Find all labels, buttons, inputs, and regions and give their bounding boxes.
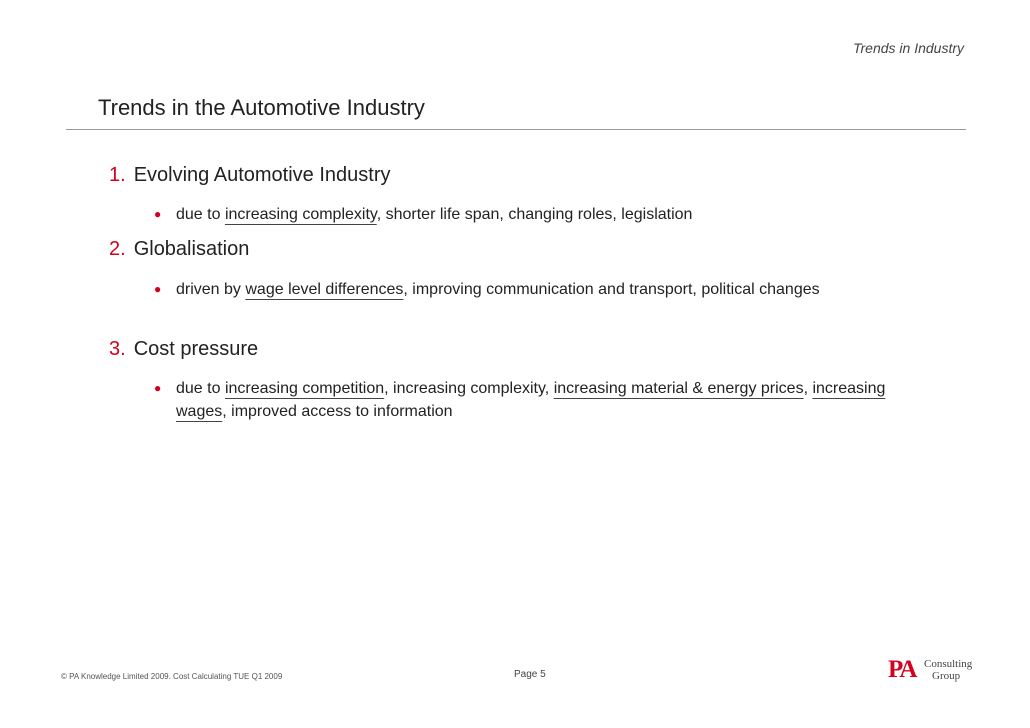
item-heading: Globalisation bbox=[133, 238, 250, 260]
copyright-text: © PA Knowledge Limited 2009. Cost Calculating TUE Q1 2009 bbox=[61, 672, 283, 681]
item-number: 3. bbox=[109, 338, 126, 360]
logo-text-line2: Group bbox=[932, 670, 961, 682]
section-label: Trends in Industry bbox=[852, 40, 964, 56]
item-heading: Cost pressure bbox=[133, 338, 259, 360]
list-item-1 bbox=[109, 164, 390, 187]
bullet-text: due to increasing competition, increasing complexity, increasing material & energy prices, increasing wages, improved access to information bbox=[176, 380, 886, 420]
logo-mark: PA bbox=[888, 656, 916, 683]
bullet-1 bbox=[154, 203, 894, 226]
underlined-phrase: wage level differences bbox=[245, 281, 404, 298]
underlined-phrase: increasing wages bbox=[176, 380, 886, 420]
bullet-dot-icon: ● bbox=[154, 381, 162, 395]
bullet-dot-icon: ● bbox=[154, 207, 162, 221]
bullet-text: driven by wage level differences, improving communication and transport, political changes bbox=[176, 281, 820, 298]
underlined-phrase: increasing material & energy prices bbox=[553, 380, 804, 397]
bullet-dot-icon: ● bbox=[154, 282, 162, 296]
list-item-2 bbox=[109, 238, 249, 261]
bullet-3 bbox=[154, 377, 894, 423]
title-divider bbox=[66, 129, 966, 130]
slide-title: Trends in the Automotive Industry bbox=[98, 95, 425, 120]
item-number: 2. bbox=[109, 238, 126, 260]
item-heading: Evolving Automotive Industry bbox=[133, 164, 391, 186]
pa-consulting-logo bbox=[888, 656, 972, 684]
page-number: Page 5 bbox=[514, 669, 546, 680]
underlined-phrase: increasing complexity bbox=[224, 206, 377, 223]
logo-text-line1: Consulting bbox=[924, 658, 973, 670]
list-item-3 bbox=[109, 338, 258, 361]
underlined-phrase: increasing competition bbox=[224, 380, 385, 397]
item-number: 1. bbox=[109, 164, 126, 186]
bullet-2 bbox=[154, 278, 894, 301]
bullet-text: due to increasing complexity, shorter life span, changing roles, legislation bbox=[176, 206, 693, 223]
